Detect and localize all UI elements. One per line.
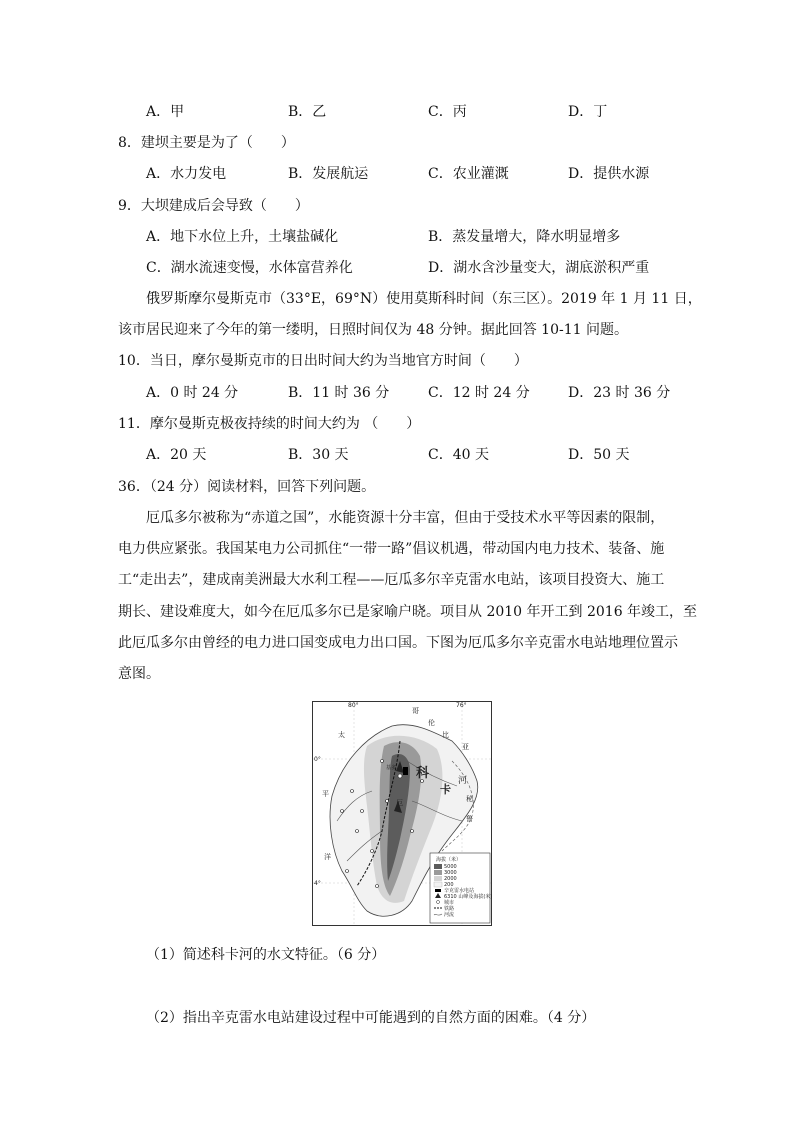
map-legend xyxy=(430,853,492,923)
q36-passage-line-6: 意图。 xyxy=(118,666,160,682)
q11-option-a: A．20 天 xyxy=(146,447,207,463)
legend-peak: 6310 山峰及海拔(米) xyxy=(444,894,492,900)
map-label-ping: 平 xyxy=(322,790,329,798)
map-label-mi: 秘 xyxy=(466,795,473,803)
map-lon-right: 76° xyxy=(456,702,467,709)
q9-stem: 9．大坝建成后会导致（ ） xyxy=(118,198,309,214)
map-label-e: 厄 xyxy=(396,799,403,807)
q7-option-a: A．甲 xyxy=(146,104,185,120)
q11-stem: 11．摩尔曼斯克极夜持续的时间大约为 （ ） xyxy=(118,416,421,432)
q9-option-d: D．湖水含沙量变大，湖底淤积严重 xyxy=(428,260,650,276)
q36-passage-line-3: 工“走出去”，建成南美洲最大水利工程——厄瓜多尔辛克雷水电站，该项目投资大、施工 xyxy=(118,572,665,588)
map-lat-top: 0° xyxy=(314,756,321,763)
q11-option-c: C．40 天 xyxy=(428,447,489,463)
q36-passage-line-1: 厄瓜多尔被称为“赤道之国”，水能资源十分丰富，但由于受技术水平等因素的限制， xyxy=(146,510,665,526)
q10-option-a: A．0 时 24 分 xyxy=(146,385,239,401)
legend-level-200: 200 xyxy=(444,882,454,888)
q36-stem: 36．（24 分）阅读材料，回答下列问题。 xyxy=(118,479,376,495)
passage-murmansk-line-1: 俄罗斯摩尔曼斯克市（33°E，69°N）使用莫斯科时间（东三区）。2019 年 1 月 11 日， xyxy=(146,291,702,307)
map-lon-left: 80° xyxy=(348,702,359,709)
q36-passage-line-2: 电力供应紧张。我国某电力公司抓住“一带一路”倡议机遇，带动国内电力技术、装备、施 xyxy=(118,541,665,557)
map-label-lun: 伦 xyxy=(428,719,435,727)
q8-stem: 8．建坝主要是为了（ ） xyxy=(118,135,295,151)
legend-city: 城市 xyxy=(444,900,455,906)
map-label-lu: 鲁 xyxy=(466,815,473,823)
q36-passage-line-5: 此厄瓜多尔由曾经的电力进口国变成电力出口国。下图为厄瓜多尔辛克雷水电站地理位置示 xyxy=(118,635,678,651)
q7-option-b: B．乙 xyxy=(288,104,327,120)
q9-option-c: C．湖水流速变慢，水体富营养化 xyxy=(146,260,353,276)
q36-sub1: （1）简述科卡河的水文特征。（6 分） xyxy=(146,947,386,963)
q9-option-b: B．蒸发量增大，降水明显增多 xyxy=(428,229,621,245)
ecuador-map xyxy=(312,701,492,926)
q10-option-c: C．12 时 24 分 xyxy=(428,385,530,401)
q10-stem: 10．当日，摩尔曼斯克市的日出时间大约为当地官方时间（ ） xyxy=(118,353,528,369)
map-label-ya: 亚 xyxy=(462,743,469,751)
map-label-yang: 洋 xyxy=(324,853,331,861)
map-label-ge: 哥 xyxy=(412,707,419,715)
legend-railway: 铁路 xyxy=(444,906,455,912)
q11-option-b: B．30 天 xyxy=(288,447,349,463)
passage-murmansk-line-2: 该市居民迎来了今年的第一缕明，日照时间仅为 48 分钟。据此回答 10-11 问题。 xyxy=(118,322,628,338)
q8-option-d: D．提供水源 xyxy=(568,166,650,182)
legend-title: 海拔（米） xyxy=(436,857,462,863)
q11-option-d: D．50 天 xyxy=(568,447,630,463)
q7-option-d: D．丁 xyxy=(568,104,608,120)
map-lat-bottom: 4° xyxy=(314,880,321,887)
map-label-ka: 卡 xyxy=(440,783,451,796)
q8-option-b: B．发展航运 xyxy=(288,166,369,182)
q36-sub2: （2）指出辛克雷水电站建设过程中可能遇到的自然方面的困难。（4 分） xyxy=(146,1010,596,1026)
q36-passage-line-4: 期长、建设难度大，如今在厄瓜多尔已是家喻户晓。项目从 2010 年开工到 2016 年竣工，至 xyxy=(118,604,698,620)
legend-level-5000: 5000 xyxy=(444,864,457,870)
q8-option-c: C．农业灌溉 xyxy=(428,166,509,182)
legend-level-2000: 2000 xyxy=(444,876,457,882)
map-label-quito: 基多 xyxy=(386,765,397,771)
map-label-bi: 比 xyxy=(442,731,449,739)
map-label-tai: 太 xyxy=(338,731,345,739)
q8-option-a: A．水力发电 xyxy=(146,166,227,182)
map-label-ke: 科 xyxy=(416,766,430,781)
legend-level-3000: 3000 xyxy=(444,870,457,876)
map-label-he: 河 xyxy=(458,776,468,786)
q10-option-d: D．23 时 36 分 xyxy=(568,385,671,401)
q10-option-b: B．11 时 36 分 xyxy=(288,385,390,401)
legend-river: 河流 xyxy=(444,912,455,918)
q9-option-a: A．地下水位上升，土壤盐碱化 xyxy=(146,229,339,245)
legend-station: 辛克雷水电站 xyxy=(444,888,475,894)
q7-option-c: C．丙 xyxy=(428,104,467,120)
